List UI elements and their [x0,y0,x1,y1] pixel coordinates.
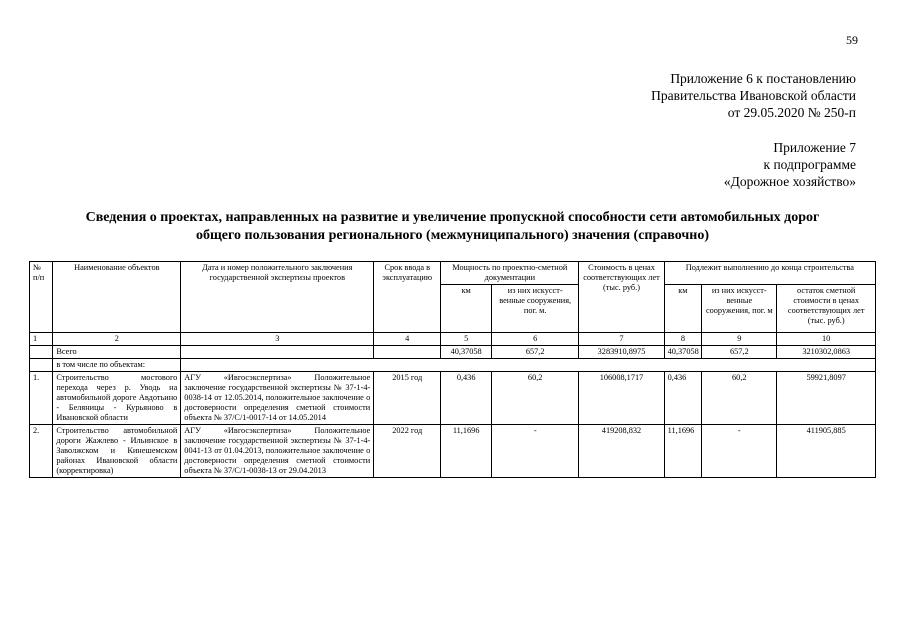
column-number: 2 [53,333,181,346]
total-remaining-cost: 3210302,0863 [777,346,876,359]
header-commission: Срок ввода в эксплуатацию [374,262,441,333]
total-structures: 657,2 [492,346,579,359]
appendix-7-line-1: Приложение 7 [773,140,856,155]
row-num: 2. [30,425,53,478]
row-remaining-cost: 59921,8097 [777,372,876,425]
appendix-6-line-2: Правительства Ивановской области [651,88,856,103]
total-remaining-km: 40,37058 [664,346,702,359]
page-number: 59 [846,33,858,47]
appendix-6-line-3: от 29.05.2020 № 250-п [727,105,856,120]
column-number: 3 [181,333,374,346]
row-structures: - [492,425,579,478]
table-header-row [30,262,876,285]
row-cost: 106008,1717 [579,372,664,425]
column-number: 5 [441,333,492,346]
header-remaining-structures: из них искусст-венные сооружения, пог. м [702,285,777,333]
document-title-line-1: Сведения о проектах, направленных на развитие и увеличение пропускной способности сети автомобильных дорог [85,210,820,225]
header-approval: Дата и номер положительного заключения государственной экспертизы проектов [181,262,374,333]
row-remaining-km: 11,1696 [664,425,702,478]
row-num: 1. [30,372,53,425]
header-cost: Стоимость в ценах соответствующих лет (тыс. руб.) [579,262,664,333]
column-number: 6 [492,333,579,346]
row-remaining-structures: 60,2 [702,372,777,425]
row-name: Строительство автомобильной дороги Жажлево - Ильинское в Заволжском и Кинешемском районах Ивановской области (корректировка) [53,425,181,478]
header-capacity-structures: из них искусст-венные сооружения, пог. м. [492,285,579,333]
table-row [30,425,876,478]
column-number: 1 [30,333,53,346]
header-remaining-cost: остаток сметной стоимости в ценах соответствующих лет (тыс. руб.) [777,285,876,333]
appendix-7-line-3: «Дорожное хозяйство» [723,174,856,189]
header-remaining-km: км [664,285,702,333]
row-commission: 2015 год [374,372,441,425]
header-capacity: Мощность по проектно-сметной документации [441,262,579,285]
subheader-row [30,359,876,372]
total-label: Всего [53,346,181,359]
appendix-6-line-1: Приложение 6 к постановлению [670,71,856,86]
appendix-7-reference [724,139,856,190]
header-num: № п/п [30,262,53,333]
row-km: 0,436 [441,372,492,425]
row-commission: 2022 год [374,425,441,478]
row-approval: АГУ «Ивгосэкспертиза» Положительное заключение государственной экспертизы № 37-1-4-0038-14 от 12.05.2014, положительное заключение о достоверности определения сметной стоимости объекта № 37/С/1-0017-14 от 14.05.2014 [181,372,374,425]
document-title [30,209,875,245]
column-number: 4 [374,333,441,346]
column-number: 9 [702,333,777,346]
row-remaining-km: 0,436 [664,372,702,425]
appendix-7-line-2: к подпрограмме [763,157,856,172]
column-number: 7 [579,333,664,346]
column-number: 8 [664,333,702,346]
row-km: 11,1696 [441,425,492,478]
total-remaining-structures: 657,2 [702,346,777,359]
projects-table [29,261,876,478]
row-cost: 419208,832 [579,425,664,478]
column-number: 10 [777,333,876,346]
column-numbers-row [30,333,876,346]
row-remaining-structures: - [702,425,777,478]
total-row [30,346,876,359]
document-title-line-2: общего пользования регионального (межмуниципального) значения (справочно) [195,228,710,243]
header-name: Наименование объектов [53,262,181,333]
row-structures: 60,2 [492,372,579,425]
table-row [30,372,876,425]
objects-subheader: в том числе по объектам: [53,359,181,372]
row-approval: АГУ «Ивгосэкспертиза» Положительное заключение государственной экспертизы № 37-1-4-0041-13 от 01.04.2013, положительное заключение о достоверности определения сметной стоимости объекта № 37/С/1-0038-13 от 29.04.2013 [181,425,374,478]
row-name: Строительство мостового перехода через р. Уводь на автомобильной дороге Авдотьино - Беляницы - Курьяново в Ивановской области [53,372,181,425]
row-remaining-cost: 411905,885 [777,425,876,478]
total-cost: 3283910,8975 [579,346,664,359]
header-capacity-km: км [441,285,492,333]
total-km: 40,37058 [441,346,492,359]
appendix-6-reference [651,70,856,121]
header-remaining: Подлежит выполнению до конца строительства [664,262,875,285]
